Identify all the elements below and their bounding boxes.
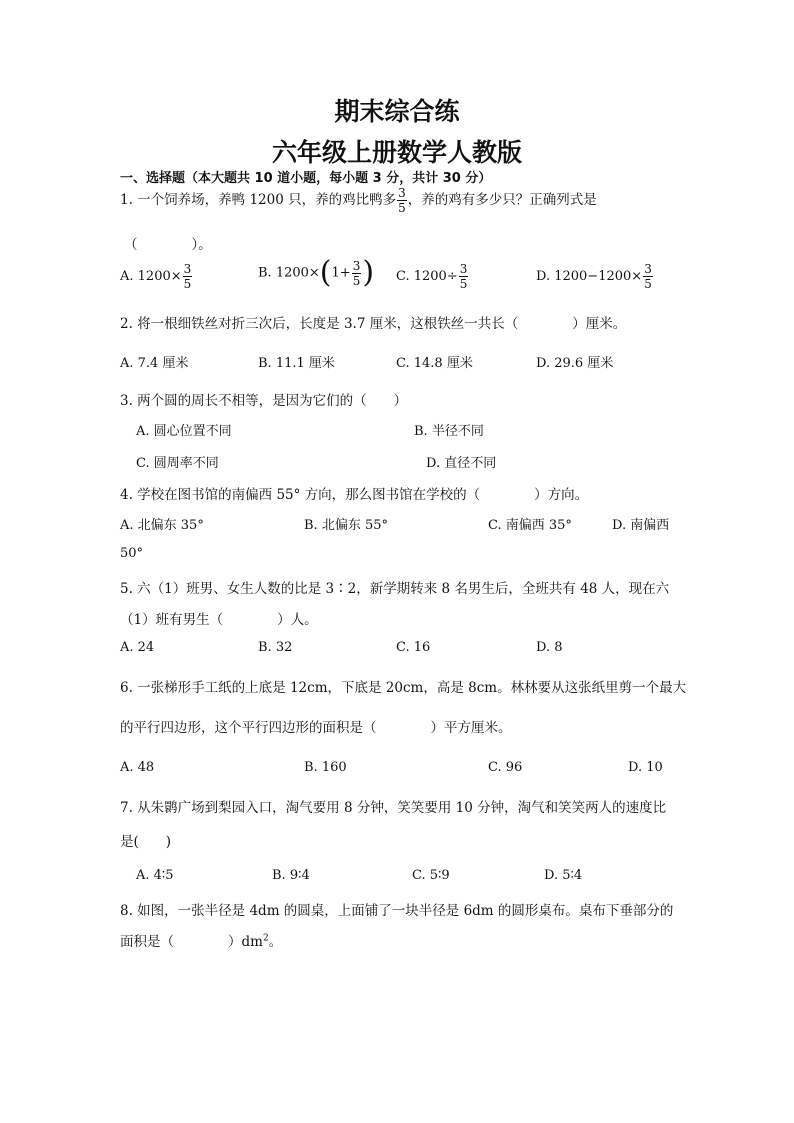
q1-option-a[interactable]: A. 1200× $\frac{3}{5}$ bbox=[120, 262, 192, 291]
q5-option-c[interactable]: C. 16 bbox=[396, 640, 431, 655]
q2-option-c[interactable]: C. 14.8 厘米 bbox=[396, 356, 473, 371]
q4-option-b[interactable]: B. 北偏东 55° bbox=[304, 518, 388, 533]
question-6-line-1: 6. 一张梯形手工纸的上底是 12cm，下底是 20cm，高是 8cm。林林要从这张纸里剪一个最大 bbox=[120, 680, 687, 696]
question-7-line-1: 7. 从朱鹮广场到梨园入口，淘气要用 8 分钟，笑笑要用 10 分钟，淘气和笑笑两人的速度比 bbox=[120, 800, 667, 816]
page-title: 期末综合练 bbox=[334, 97, 460, 126]
question-4: 4. 学校在图书馆的南偏西 55° 方向，那么图书馆在学校的（ ）方向。 bbox=[120, 487, 589, 503]
q6-option-c[interactable]: C. 96 bbox=[488, 760, 523, 775]
question-2: 2. 将一根细铁丝对折三次后，长度是 3.7 厘米，这根铁丝一共长（ ）厘米。 bbox=[120, 316, 627, 332]
q1-option-c[interactable]: C. 1200÷ $\frac{3}{5}$ bbox=[396, 262, 468, 291]
question-3: 3. 两个圆的周长不相等，是因为它们的（ ） bbox=[120, 393, 408, 409]
section-heading: 一、选择题（本大题共 10 道小题，每小题 3 分，共计 30 分） bbox=[120, 171, 492, 186]
q2-option-a[interactable]: A. 7.4 厘米 bbox=[120, 356, 189, 371]
q3-option-d[interactable]: D. 直径不同 bbox=[426, 456, 497, 471]
q3-option-a[interactable]: A. 圆心位置不同 bbox=[136, 424, 232, 439]
q6-option-b[interactable]: B. 160 bbox=[304, 760, 347, 775]
question-6-line-2: 的平行四边形，这个平行四边形的面积是（ ）平方厘米。 bbox=[120, 720, 512, 736]
q7-option-a[interactable]: A. 4∶5 bbox=[136, 868, 174, 883]
question-5-line-1: 5. 六（1）班男、女生人数的比是 3∶2，新学期转来 8 名男生后，全班共有 48 人，现在六 bbox=[120, 581, 670, 597]
q4-option-d-wrap: 50° bbox=[120, 546, 144, 561]
question-7-line-2: 是( ) bbox=[120, 834, 172, 850]
question-8-line-2: 面积是（ ）$dm^2$。 bbox=[120, 933, 283, 950]
q6-option-a[interactable]: A. 48 bbox=[120, 760, 155, 775]
fraction: $\frac{3}{5}$ bbox=[398, 186, 406, 215]
q2-option-b[interactable]: B. 11.1 厘米 bbox=[258, 356, 335, 371]
question-1-text-a: 1. 一个饲养场，养鸭 1200 只，养的鸡比鸭多 bbox=[120, 192, 397, 208]
page-subtitle: 六年级上册数学人教版 bbox=[271, 138, 522, 167]
q7-option-b[interactable]: B. 9∶4 bbox=[272, 868, 310, 883]
q1-option-d[interactable]: D. 1200−1200× $\frac{3}{5}$ bbox=[536, 262, 652, 291]
q3-option-b[interactable]: B. 半径不同 bbox=[414, 424, 484, 439]
question-5-line-2: （1）班有男生（ ）人。 bbox=[120, 612, 318, 628]
q6-option-d[interactable]: D. 10 bbox=[628, 760, 663, 775]
q4-option-d[interactable]: D. 南偏西 bbox=[612, 518, 670, 533]
q5-option-b[interactable]: B. 32 bbox=[258, 640, 293, 655]
q7-option-d[interactable]: D. 5∶4 bbox=[544, 868, 583, 883]
q4-option-c[interactable]: C. 南偏西 35° bbox=[488, 518, 572, 533]
q5-option-d[interactable]: D. 8 bbox=[536, 640, 563, 655]
q3-option-c[interactable]: C. 圆周率不同 bbox=[136, 456, 219, 471]
question-1-blank: （ ）。 bbox=[124, 237, 212, 253]
q7-option-c[interactable]: C. 5∶9 bbox=[412, 868, 450, 883]
question-1-text-b: ，养的鸡有多少只？正确列式是 bbox=[407, 192, 597, 208]
q5-option-a[interactable]: A. 24 bbox=[120, 640, 155, 655]
q1-option-b[interactable]: B. 1200×(1+ $\frac{3}{5}$ ) bbox=[258, 255, 375, 290]
q2-option-d[interactable]: D. 29.6 厘米 bbox=[536, 356, 614, 371]
question-8-line-1: 8. 如图，一张半径是 4dm 的圆桌，上面铺了一块半径是 6dm 的圆形桌布。桌布下垂部分的 bbox=[120, 903, 674, 919]
question-1 bbox=[120, 186, 597, 215]
q4-option-a[interactable]: A. 北偏东 35° bbox=[120, 518, 204, 533]
